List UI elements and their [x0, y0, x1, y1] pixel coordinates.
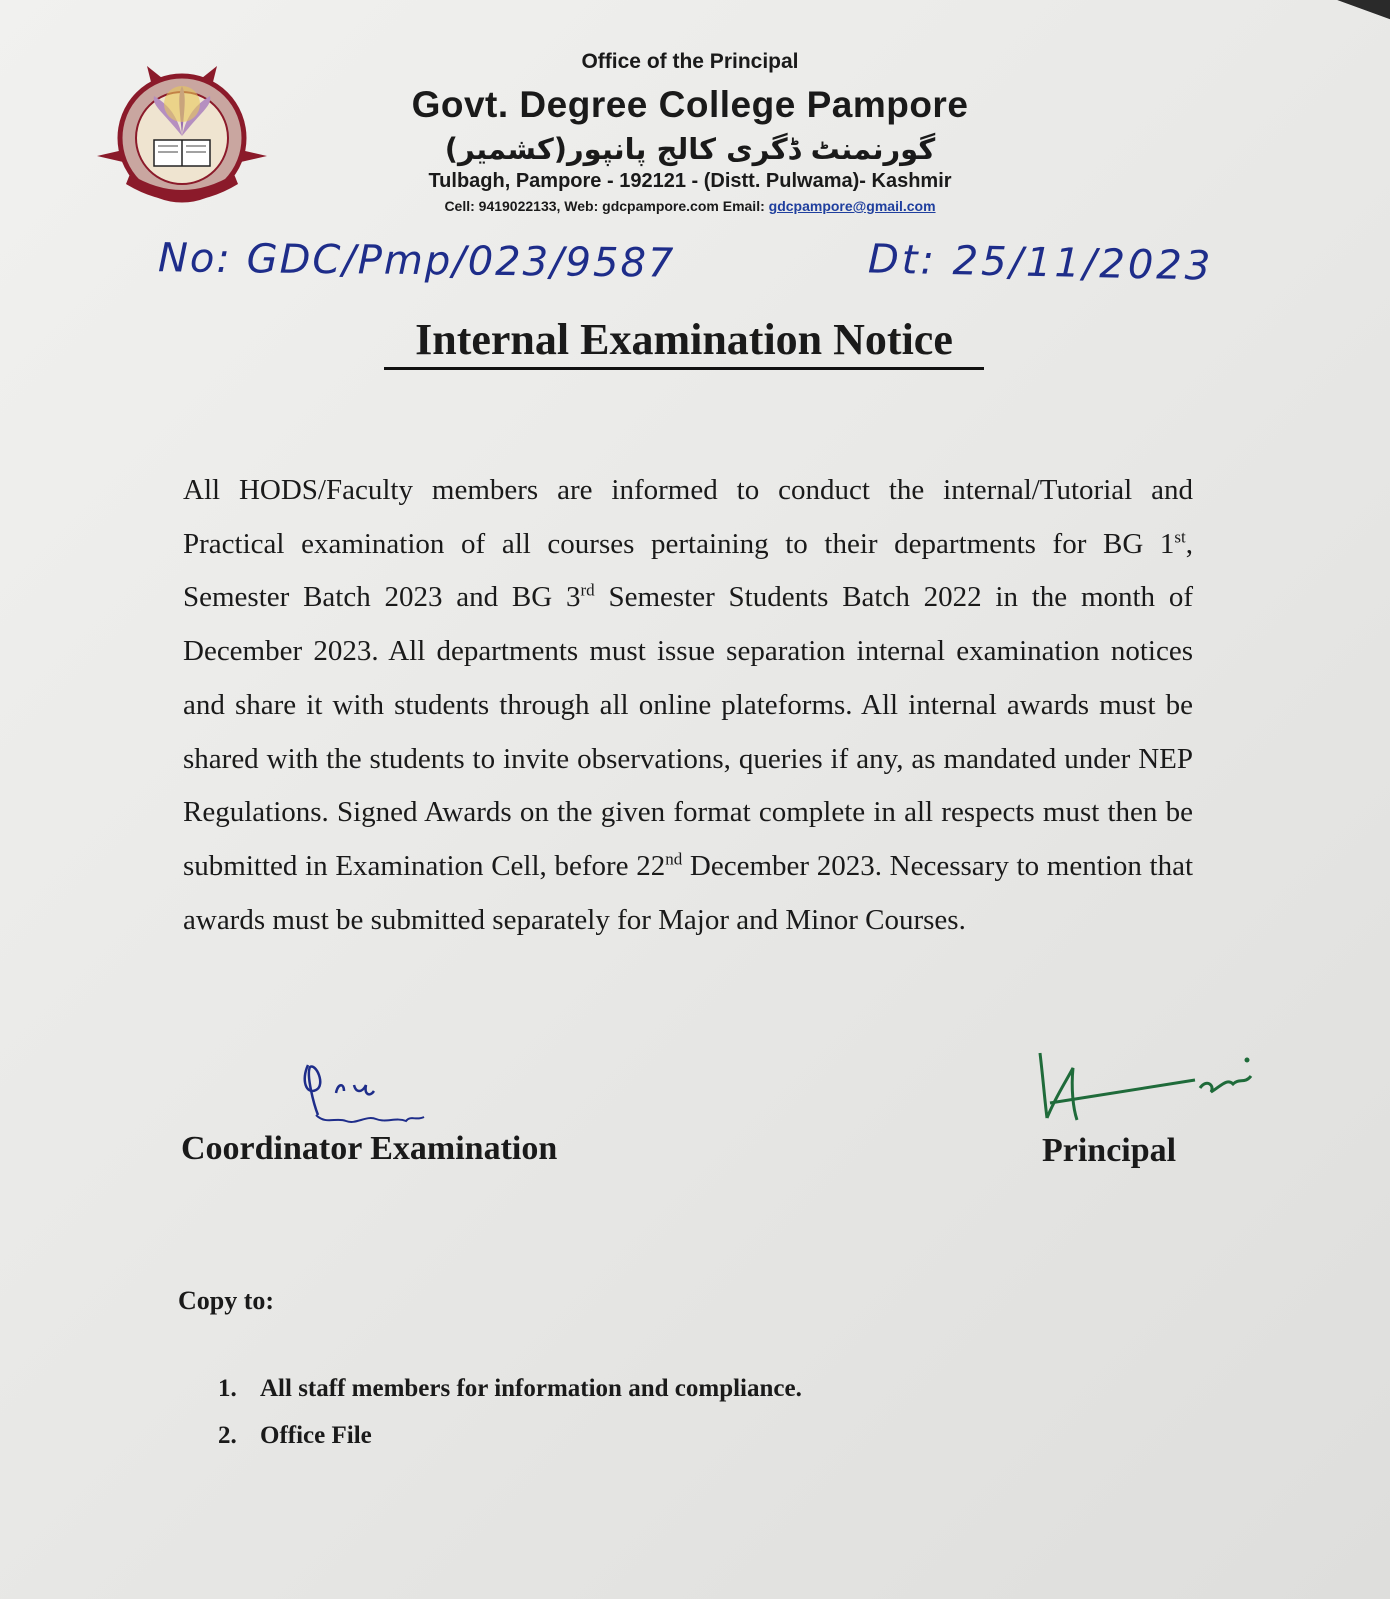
notice-title: Internal Examination Notice	[384, 314, 984, 370]
reference-number: No: GDC/Pmp/023/9587	[157, 235, 676, 287]
principal-signature	[1035, 1048, 1275, 1133]
copy-to-list	[218, 1375, 802, 1469]
office-title: Office of the Principal	[581, 50, 799, 73]
list-item-number: 2.	[218, 1422, 237, 1449]
superscript-1: st	[1174, 527, 1186, 547]
superscript-2: rd	[580, 580, 595, 600]
college-name-urdu: گورنمنٹ ڈگری کالج پانپور(کشمیر)	[444, 132, 936, 166]
body-text-3: Semester Students Batch 2022 in the month of December 2023. All departments must issue separation internal examination notices and share it with students through all online plateforms. All internal awards must be shared with the students to invite observations, queries if any, as mandated under NEP Regulations. Signed Awards on the given format complete in all respects must then be submitted in Examination Cell, before 22	[183, 581, 1193, 882]
list-item-text: All staff members for information and compliance.	[260, 1375, 802, 1402]
body-text-2: , Semester Batch 2023 and BG 3	[183, 527, 1193, 614]
college-address: Tulbagh, Pampore - 192121 - (Distt. Pulwama)- Kashmir	[428, 170, 952, 192]
list-item-text: Office File	[260, 1422, 372, 1449]
superscript-3: nd	[665, 849, 683, 869]
reference-date: Dt: 25/11/2023	[867, 236, 1214, 290]
letterhead	[0, 0, 1390, 230]
list-item-number: 1.	[218, 1375, 237, 1402]
principal-label: Principal	[1042, 1132, 1177, 1169]
list-item	[218, 1422, 802, 1469]
list-item	[218, 1375, 802, 1422]
college-contact	[340, 198, 1040, 214]
college-logo	[92, 56, 272, 206]
notice-body	[183, 464, 1193, 947]
body-text-1: All HODS/Faculty members are informed to conduct the internal/Tutorial and Practical examination of all courses pertaining to their departments for BG 1	[183, 474, 1193, 560]
coordinator-signature	[296, 1055, 446, 1135]
body-text-4: December 2023. Necessary to mention that awards must be submitted separately for Major and Minor Courses.	[183, 849, 1193, 936]
email-link[interactable]: gdcpampore@gmail.com	[768, 198, 936, 214]
contact-details: Cell: 9419022133, Web: gdcpampore.com Email:	[444, 198, 769, 214]
college-name: Govt. Degree College Pampore	[411, 84, 969, 125]
copy-to-heading: Copy to:	[178, 1286, 275, 1315]
coordinator-label: Coordinator Examination	[181, 1130, 558, 1167]
